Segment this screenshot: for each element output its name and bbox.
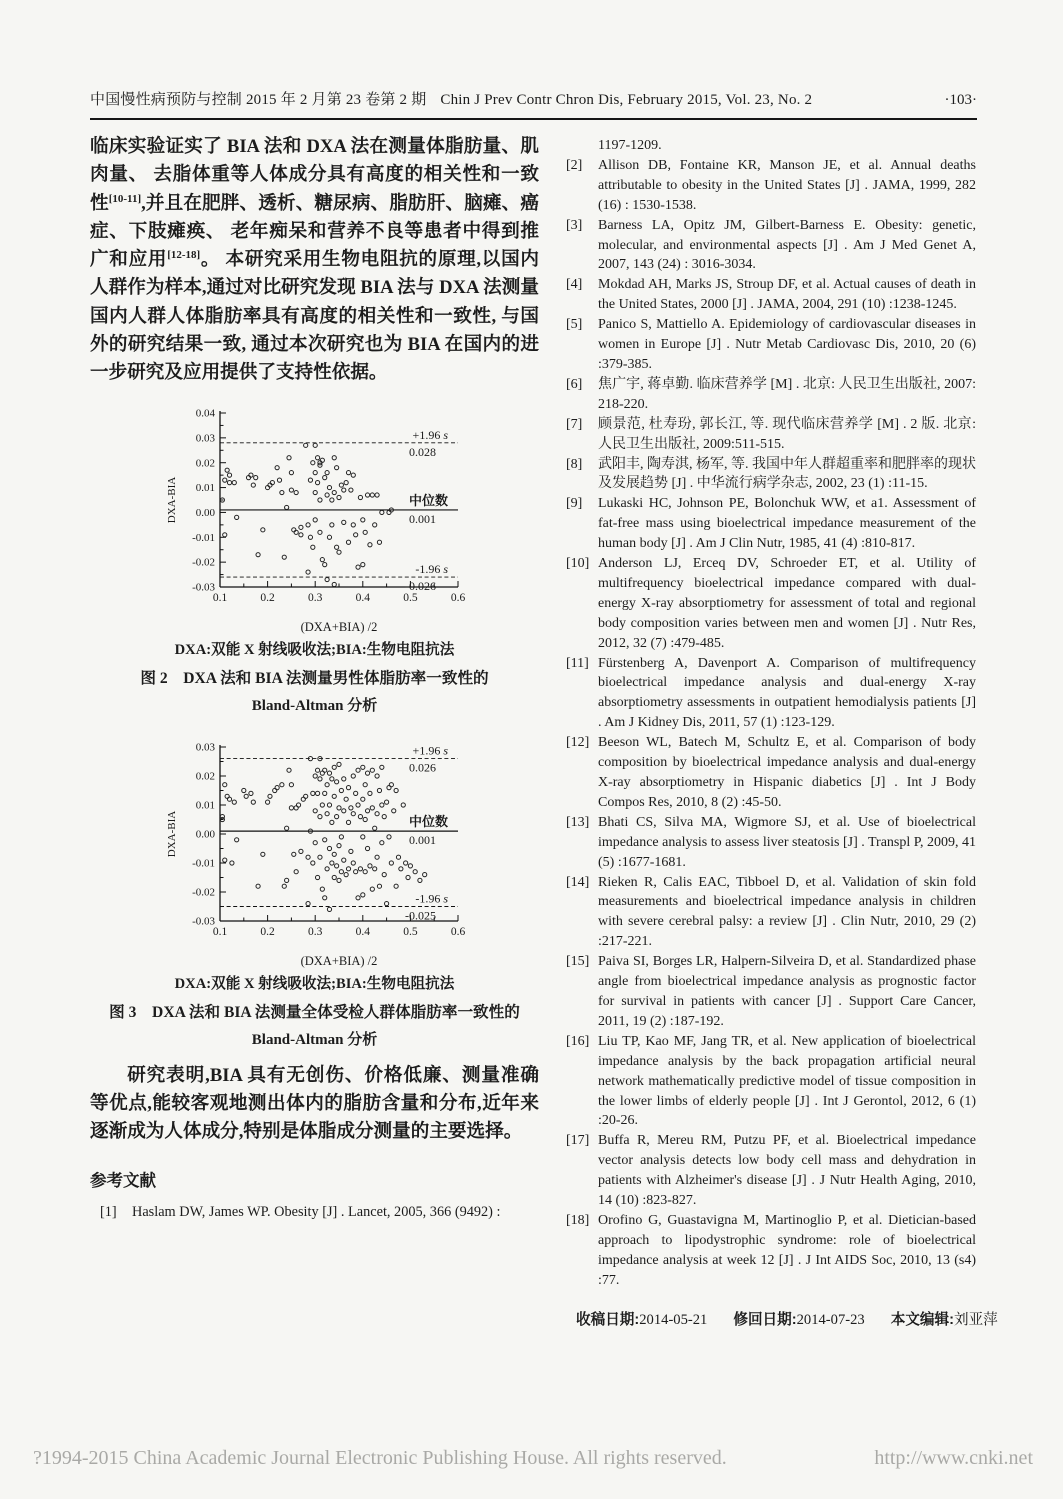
svg-text:DXA-BIA: DXA-BIA — [165, 476, 178, 523]
figure-3-caption-line2: Bland-Altman 分析 — [251, 1031, 378, 1048]
reference-text: 焦广宇, 蒋卓勤. 临床营养学 [M] . 北京: 人民卫生出版社, 2007: 218-220. — [598, 376, 976, 412]
reference-text: Fürstenberg A, Davenport A. Comparison of multifrequency bioelectrical impedance analysis and dual-energy X-ray absorptiometry assessments in outpatient hemodialysis patients [J] . Am J Kidney Dis, 2011, 57 (1) :123-129. — [598, 655, 976, 731]
reference-number: [2] — [566, 157, 583, 173]
reference-text: Bhati CS, Silva MA, Wigmore SJ, et al. Use of bioelectrical impedance analysis to assess liver steatosis [J] . Transpl P, 2009, 41 (5) :1677-1681. — [598, 814, 976, 870]
figure-2 — [90, 399, 539, 715]
svg-text:-0.03: -0.03 — [191, 915, 215, 928]
revised-date — [733, 1308, 864, 1329]
reference-text: Barness LA, Opitz JM, Gilbert-Barness E. Obesity: genetic, molecular, and environmental aspects [J] . Am J Med Genet A, 2007, 143 (24) : 3016-3034. — [598, 217, 976, 273]
dates-line — [556, 1308, 998, 1329]
svg-text:-0.02: -0.02 — [191, 886, 215, 899]
svg-text:-0.02: -0.02 — [191, 556, 215, 569]
reference-item — [556, 1131, 976, 1211]
figure-2-note: DXA:双能 X 射线吸收法;BIA:生物电阻抗法 — [174, 641, 455, 658]
reference-item — [556, 216, 976, 276]
figure-2-caption: 图 2 DXA 法和 BIA 法测量男性体脂肪率一致性的 — [140, 669, 489, 687]
svg-text:-1.96 s: -1.96 s — [414, 561, 448, 576]
svg-text:0.6: 0.6 — [450, 925, 465, 938]
reference-number: [14] — [566, 874, 590, 890]
svg-text:0.4: 0.4 — [355, 925, 370, 938]
reference-item — [556, 733, 976, 813]
reference-number: [7] — [566, 416, 583, 432]
svg-text:0.02: 0.02 — [195, 770, 215, 783]
svg-text:(DXA+BIA) /2: (DXA+BIA) /2 — [300, 953, 377, 968]
cnki-footer — [33, 1447, 1033, 1470]
svg-text:0.5: 0.5 — [402, 925, 418, 938]
reference-item — [556, 375, 976, 415]
reference-number: [4] — [566, 277, 583, 293]
svg-text:0.00: 0.00 — [195, 506, 215, 519]
svg-text:0.1: 0.1 — [212, 591, 227, 604]
reference-item — [556, 654, 976, 734]
svg-text:0.2: 0.2 — [259, 591, 275, 604]
reference-item — [556, 156, 976, 216]
svg-text:+1.96 s: +1.96 s — [412, 743, 448, 758]
received-value: 2014-05-21 — [639, 1311, 708, 1328]
reference-text: 顾景范, 杜寿玢, 郭长江, 等. 现代临床营养学 [M] . 2 版. 北京:人民卫生出版社, 2009:511-515. — [598, 416, 976, 452]
reference-number: [3] — [566, 217, 583, 233]
reference-item — [556, 873, 976, 953]
svg-text:0.2: 0.2 — [259, 925, 275, 938]
page-number: ·103· — [944, 92, 977, 108]
svg-text:0.028: 0.028 — [408, 444, 436, 459]
reference-text: Rieken R, Calis EAC, Tibboel D, et al. Validation of skin fold measurements and bioelectrical impedance analysis in children with severe cerebral palsy: a review [J] . Clin Nutr, 2010, 29 (2) :217-221. — [598, 874, 976, 950]
reference-item — [556, 415, 976, 455]
svg-text:0.00: 0.00 — [195, 828, 215, 841]
editor — [891, 1308, 998, 1329]
reference-number — [556, 136, 598, 156]
svg-text:0.03: 0.03 — [195, 741, 215, 754]
reference-text: Buffa R, Mereu RM, Putzu PF, et al. Bioelectrical impedance vector analysis detects low body cell mass and dehydration in patients with Alzheimer's disease [J] . J Nutr Health Aging, 2010, 14 (10) :823-827. — [598, 1133, 976, 1209]
reference-text: Liu TP, Kao MF, Jang TR, et al. New application of bioelectrical impedance analysis by the back propagation artificial neural network mathematically predictive model of tissue composition in the lower limbs of elderly people [J] . Int J Gerontol, 2012, 6 (1) :20-26. — [598, 1033, 976, 1129]
reference-number: [15] — [566, 954, 590, 970]
reference-text: Beeson WL, Batech M, Schultz E, et al. Comparison of body composition by bioelectrical impedance analysis and dual-energy X-ray absorptiometry in Hispanic diabetics [J] . Int J Body Compos Res, 2010, 8 (2) :45-50. — [598, 735, 976, 810]
reference-number: [10] — [566, 556, 590, 572]
reference-text: Haslam DW, James WP. Obesity [J] . Lancet, 2005, 366 (9492) : — [132, 1203, 501, 1220]
svg-text:0.001: 0.001 — [408, 832, 436, 847]
citation-superscript: [10-11] — [108, 192, 142, 205]
right-column — [556, 136, 998, 1329]
svg-text:0.01: 0.01 — [195, 481, 215, 494]
reference-text: Lukaski HC, Johnson PE, Bolonchuk WW, et a1. Assessment of fat-free mass using bioelectrical impedance measurement of the human body [J] . Am J Clin Nutr, 1985, 41 (4) :810-817. — [598, 496, 976, 552]
intro-paragraph — [90, 133, 539, 388]
reference-text: Orofino G, Guastavigna M, Martinoglio P, et al. Dietician-based approach to lipodystrophic syndrome: role of bioelectrical impedance analysis at week 12 [J] . J Int AIDS Soc, 2010, 13 (s4) :77. — [598, 1212, 976, 1288]
svg-text:0.4: 0.4 — [355, 591, 370, 604]
bland-altman-chart-all — [164, 733, 466, 971]
journal-line — [90, 88, 812, 109]
svg-text:0.001: 0.001 — [408, 511, 436, 526]
figure-3-caption: 图 3 DXA 法和 BIA 法测量全体受检人群体脂肪率一致性的 — [109, 1003, 520, 1021]
svg-text:-0.03: -0.03 — [191, 581, 215, 594]
editor-value: 刘亚萍 — [953, 1311, 998, 1328]
reference-item-1 — [90, 1203, 539, 1223]
references-heading: 参考文献 — [90, 1170, 156, 1190]
revised-label: 修回日期: — [733, 1311, 797, 1328]
revised-value: 2014-07-23 — [796, 1311, 865, 1328]
svg-text:0.04: 0.04 — [195, 407, 215, 420]
reference-number: [1] — [100, 1203, 117, 1220]
received-label: 收稿日期: — [576, 1311, 640, 1328]
svg-text:0.5: 0.5 — [402, 591, 418, 604]
reference-text: Allison DB, Fontaine KR, Manson JE, et al. Annual deaths attributable to obesity in the United States [J] . JAMA, 1999, 282 (16) : 1530-1538. — [598, 157, 976, 213]
svg-text:-0.026: -0.026 — [404, 578, 436, 593]
svg-text:0.03: 0.03 — [195, 432, 215, 445]
reference-text: 1197-1209. — [598, 138, 662, 153]
svg-text:0.3: 0.3 — [307, 591, 322, 604]
citation-superscript: [12-18] — [167, 249, 201, 261]
reference-text: Panico S, Mattiello A. Epidemiology of cardiovascular diseases in women in Europe [J] . Nutr Metab Cardiovasc Dis, 2010, 20 (6) :379-385. — [598, 317, 976, 372]
reference-text: Paiva SI, Borges LR, Halpern-Silveira D, et al. Standardized phase angle from bioelectrical impedance analysis as prognostic factor for survival in patients with cancer [J] . Support Care Cancer, 2011, 19 (2) :187-192. — [598, 954, 976, 1029]
journal-title-en: Chin J Prev Contr Chron Dis, February 2015, Vol. 23, No. 2 — [440, 92, 813, 108]
svg-text:0.6: 0.6 — [450, 591, 465, 604]
editor-label: 本文编辑: — [890, 1311, 954, 1328]
reference-number: [13] — [566, 814, 590, 830]
svg-text:0.02: 0.02 — [195, 456, 215, 469]
figure-2-caption-line2: Bland-Altman 分析 — [251, 697, 378, 714]
reference-text: Mokdad AH, Marks JS, Stroup DF, et al. Actual causes of death in the United States, 2000 [J] . JAMA, 2004, 291 (10) :1238-1245. — [598, 277, 976, 313]
svg-text:+1.96 s: +1.96 s — [412, 427, 448, 442]
reference-number: [5] — [566, 317, 583, 333]
reference-item — [556, 494, 976, 554]
left-column — [90, 133, 539, 1222]
reference-text: 武阳丰, 陶寿淇, 杨军, 等. 我国中年人群超重率和肥胖率的现状及发展趋势 [J] . 中华流行病学杂志, 2002, 23 (1) :11-15. — [598, 456, 976, 492]
svg-text:中位数: 中位数 — [408, 492, 448, 508]
intro-text-2: ,并且在肥胖、透析、糖尿病、脂肪肝、脑瘫、癌症、下肢瘫痪、 老年痴呆和营养不良等患者中得到推广和应用 — [90, 192, 539, 271]
svg-text:(DXA+BIA) /2: (DXA+BIA) /2 — [300, 619, 377, 634]
cnki-url: http://www.cnki.net — [874, 1447, 1033, 1469]
svg-text:DXA-BIA: DXA-BIA — [165, 810, 178, 857]
reference-item — [556, 554, 976, 654]
svg-text:0.026: 0.026 — [408, 760, 436, 775]
svg-text:-0.025: -0.025 — [404, 908, 436, 923]
reference-number: [12] — [566, 735, 590, 751]
reference-item — [556, 1211, 976, 1291]
svg-text:中位数: 中位数 — [408, 813, 448, 829]
reference-item — [556, 455, 976, 495]
reference-number: [18] — [566, 1212, 590, 1228]
journal-title-cn: 中国慢性病预防与控制 2015 年 2 月第 23 卷第 2 期 — [90, 92, 427, 108]
received-date — [576, 1308, 707, 1329]
reference-text: Anderson LJ, Erceq DV, Schroeder ET, et al. Utility of multifrequency bioelectrical impedance compared with dual-energy X-ray absorptiometry for assessment of total and regional body composition varies between men and women [J] . Nutr Res, 2012, 32 (7) :479-485. — [598, 556, 976, 651]
intro-text-1: 临床实验证实了 BIA 法和 DXA 法在测量体脂肪量、肌肉量、 去脂体重等人体成分具有高度的相关性和一致性 — [90, 136, 539, 214]
figure-3-note: DXA:双能 X 射线吸收法;BIA:生物电阻抗法 — [174, 975, 455, 992]
reference-item — [556, 1032, 976, 1132]
reference-number: [9] — [566, 496, 583, 512]
svg-text:-0.01: -0.01 — [191, 531, 215, 544]
reference-item — [556, 315, 976, 375]
reference-item — [556, 275, 976, 315]
references-list — [556, 136, 976, 1291]
copyright-text: ?1994-2015 China Academic Journal Electronic Publishing House. All rights reserved. — [33, 1447, 727, 1469]
reference-item — [556, 136, 976, 156]
svg-text:-1.96 s: -1.96 s — [414, 891, 448, 906]
figure-3 — [90, 733, 539, 1049]
intro-text-3: 。 本研究采用生物电阻抗的原理,以国内人群作为样本,通过对比研究发现 BIA 法与 DXA 法测量国内人群人体脂肪率具有高度的相关性和一致性, 与国外的研究结果一致, 通过本次研究也为 BIA 在国内的进一步研究及应用提供了支持性依据。 — [90, 249, 539, 384]
reference-item — [556, 952, 976, 1032]
reference-number: [17] — [566, 1133, 590, 1149]
svg-text:0.3: 0.3 — [307, 925, 322, 938]
page-header — [90, 88, 977, 120]
discussion-paragraph: 研究表明,BIA 具有无创伤、价格低廉、测量准确等优点,能较客观地测出体内的脂肪含量和分布,近年来逐渐成为人体成分,特别是体脂成分测量的主要选择。 — [90, 1064, 539, 1143]
reference-number: [16] — [566, 1033, 590, 1049]
reference-item — [556, 813, 976, 873]
svg-text:-0.01: -0.01 — [191, 857, 215, 870]
svg-text:0.01: 0.01 — [195, 799, 215, 812]
svg-text:0.1: 0.1 — [212, 925, 227, 938]
reference-number: [11] — [566, 655, 589, 671]
reference-number: [6] — [566, 376, 583, 392]
reference-number: [8] — [566, 456, 583, 472]
bland-altman-chart-male — [164, 399, 466, 637]
